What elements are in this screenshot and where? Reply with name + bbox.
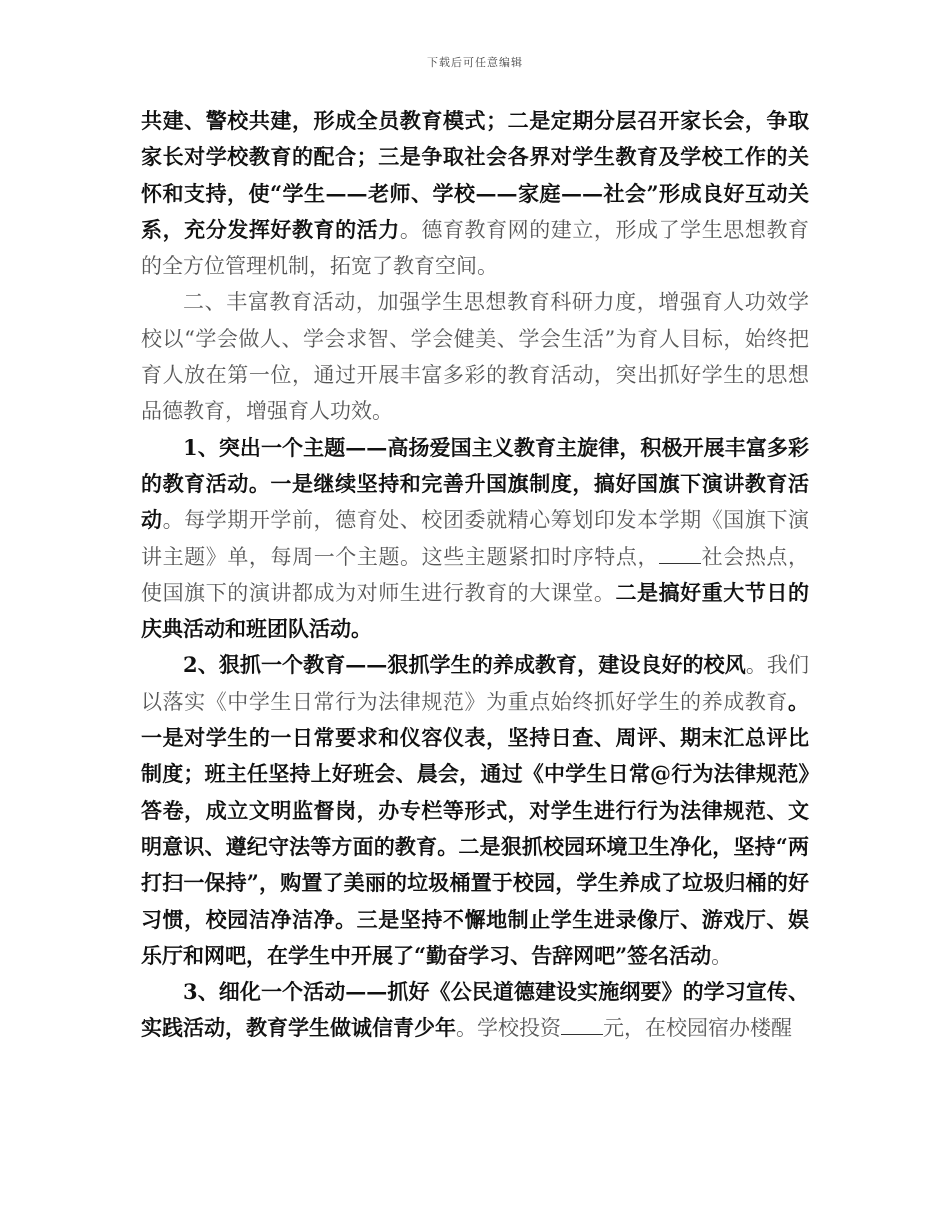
fill-in-blank: [561, 1016, 603, 1035]
paragraph: [141, 284, 809, 429]
bold-text-segment: 2、狠抓一个教育——狠抓学生的养成教育，建设良好的校风: [183, 652, 746, 678]
document-body: [141, 103, 809, 1047]
text-segment: 。: [711, 943, 733, 968]
bold-text-segment: 1、突出一个主题——高扬爱国主义教育主旋律，积极开展丰富多彩的教育活动。一是继续坚持和完善升国旗制度，搞好国旗下演讲教育活动: [141, 434, 809, 533]
fill-in-blank: [659, 545, 701, 564]
page-header: 下载后可任意编辑: [427, 56, 523, 69]
paragraph: [141, 430, 809, 648]
paragraph: [141, 103, 809, 284]
text-segment: 。每学期开学前，德育处、校团委就精心筹划印发本学期《国旗下演讲主题》单，每周一个主题。这些主题紧扣时序特点，: [141, 508, 810, 569]
bold-text-segment: 。一是对学生的一日常要求和仪容仪表，坚持日查、周评、期末汇总评比制度；班主任坚持上好班会、晨会，通过《中学生日常@行为法律规范》答卷，成立文明监督岗，办专栏等形式，对学生进行行为法律规范、文明意识、遵纪守法等方面的教育。二是狠抓校园环境卫生净化，坚持“两打扫一保持”，购置了美丽的垃圾桶置于校园，学生养成了垃圾归桶的好习惯，校园洁净洁净。三是坚持不懈地制止学生进录像厅、游戏厅、娱乐厅和网吧，在学生中开展了“勤奋学习、告辞网吧”签名活动: [141, 688, 809, 968]
text-segment: 。学校投资: [456, 1016, 561, 1041]
text-segment: 社会热点，使国旗下的演讲都成为对师生进行教育的大课堂。: [141, 544, 810, 605]
text-segment: 。我们以落实《中学生日常行为法律规范》为重点始终抓好学生的养成教育: [141, 653, 809, 714]
text-segment: 。德育教育网的建立，形成了学生思想教育的全方位管理机制，拓宽了教育空间。: [141, 217, 810, 279]
text-segment: 二、丰富教育活动，加强学生思想教育科研力度，增强育人功效学校以“学会做人、学会求智、学会健美、学会生活”为育人目标，始终把育人放在第一位，通过开展丰富多彩的教育活动，突出抓好学生的思想品德教育，增强育人功效。: [141, 290, 809, 424]
bold-text-segment: 共建、警校共建，形成全员教育模式；二是定期分层召开家长会，争取家长对学校教育的配合；三是争取社会各界对学生教育及学校工作的关怀和支持，使“学生——老师、学校——家庭——社会”形成良好互动关系，充分发挥好教育的活力: [141, 108, 809, 242]
bold-text-segment: 二是搞好重大节日的庆典活动和班团队活动。: [141, 579, 810, 642]
paragraph: [141, 647, 809, 974]
bold-text-segment: 3、细化一个活动——抓好《公民道德建设实施纲要》的学习宣传、实践活动，教育学生做诚信青少年: [141, 979, 809, 1041]
text-segment: 元，在校园宿办楼醒: [603, 1016, 792, 1041]
paragraph: [141, 974, 809, 1047]
